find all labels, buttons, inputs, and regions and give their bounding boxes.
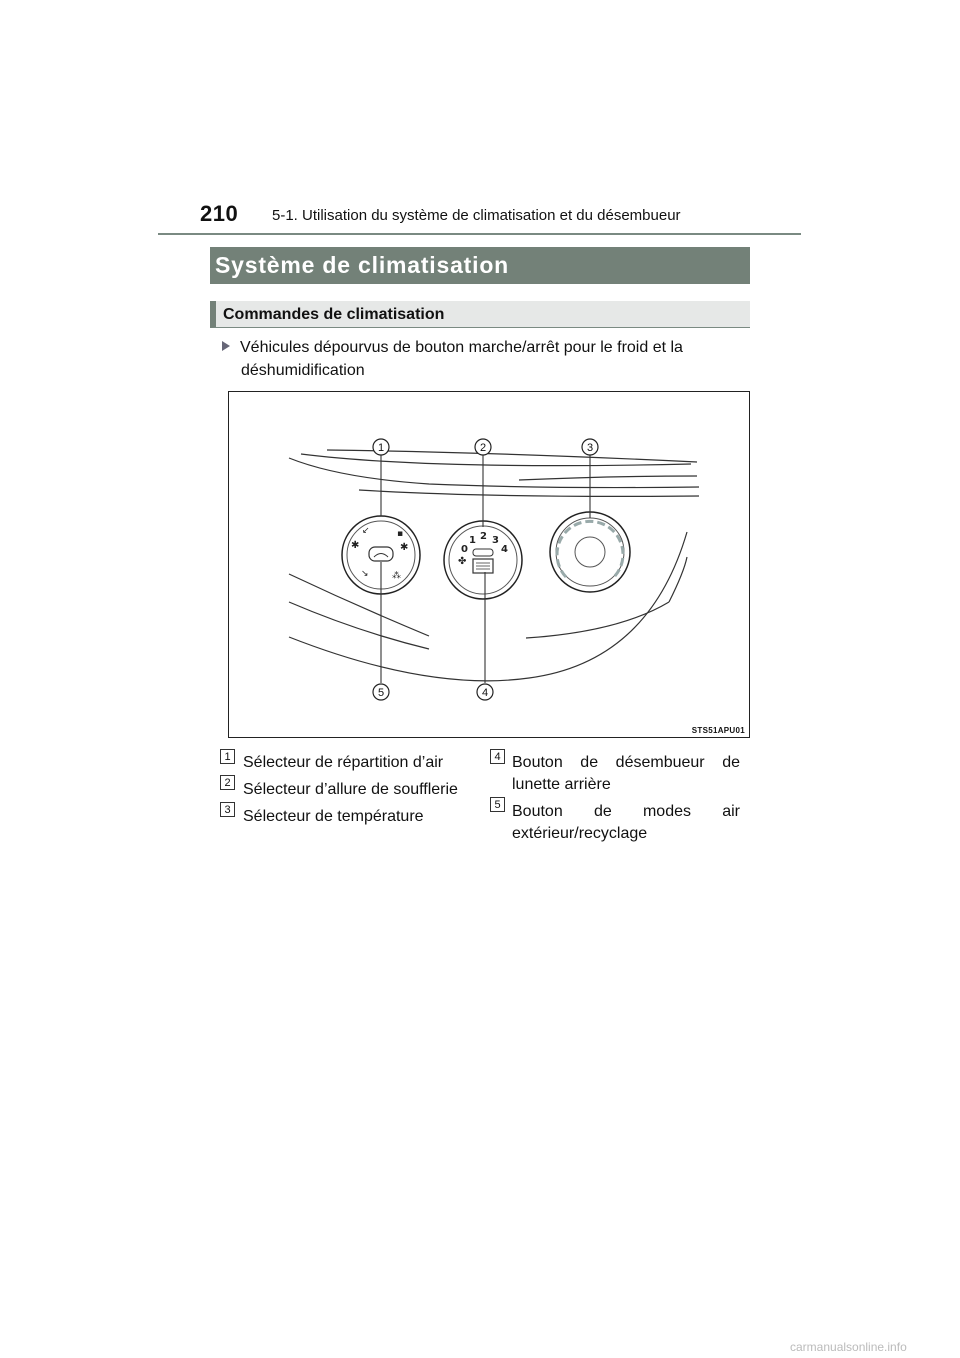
callout-5: 5: [377, 687, 385, 699]
dash-line-2: [301, 454, 691, 466]
fan-speed-knob[interactable]: [444, 521, 522, 599]
legend-number-3: 3: [220, 802, 235, 817]
legend-number-5: 5: [490, 797, 505, 812]
legend-item-4-line-1: Bouton de désembueur de: [512, 754, 740, 771]
dash-line-5: [359, 490, 699, 496]
fan-scale-2: 2: [480, 531, 487, 542]
callout-1: 1: [377, 442, 385, 454]
header-divider: [158, 233, 801, 235]
svg-text:↙: ↙: [362, 526, 370, 536]
legend-number-4: 4: [490, 749, 505, 764]
legend-number-2: 2: [220, 775, 235, 790]
callout-2: 2: [479, 442, 487, 454]
svg-text:✱: ✱: [400, 542, 409, 553]
dash-line-9: [526, 602, 669, 638]
fan-scale-4: 4: [501, 544, 508, 555]
svg-text:⁂: ⁂: [392, 571, 401, 581]
dash-line-10: [669, 557, 687, 602]
svg-text:▪: ▪: [397, 529, 404, 539]
svg-text:✱: ✱: [351, 540, 360, 551]
climate-control-figure: [228, 391, 750, 738]
legend-item-5-line-2: extérieur/recyclage: [512, 825, 648, 842]
dash-line-4: [519, 476, 697, 480]
fan-icon: ✤: [458, 556, 467, 567]
callout-4: 4: [481, 687, 489, 699]
bullet-triangle-icon: [222, 341, 230, 351]
legend-number-1: 1: [220, 749, 235, 764]
callout-3: 3: [586, 442, 594, 454]
legend-item-3: Sélecteur de température: [243, 808, 424, 825]
footer-watermark: carmanualsonline.info: [790, 1340, 907, 1354]
fan-scale-3: 3: [492, 535, 499, 546]
legend-item-4-line-2: lunette arrière: [512, 776, 611, 793]
legend-item-2: Sélecteur d’allure de soufflerie: [243, 781, 458, 798]
figure-illustration: [229, 392, 751, 739]
legend-item-5-line-1: Bouton de modes air: [512, 803, 740, 820]
legend-item-1: Sélecteur de répartition d’air: [243, 754, 444, 771]
bullet-line-1: Véhicules dépourvus de bouton marche/arrêt pour le froid et la: [240, 339, 683, 356]
section-title: Système de climatisation: [210, 247, 750, 284]
svg-text:↘: ↘: [361, 569, 369, 579]
bullet-item: [222, 336, 750, 382]
subsection-title: Commandes de climatisation: [210, 301, 750, 328]
bullet-line-2: déshumidification: [241, 362, 365, 379]
temperature-knob[interactable]: [550, 512, 630, 592]
dash-line-7: [289, 602, 429, 649]
figure-code: STS51APU01: [691, 726, 745, 735]
fan-scale-0: 0: [461, 544, 468, 555]
breadcrumb: 5-1. Utilisation du système de climatisation et du désembueur: [272, 207, 681, 224]
dash-line-1: [289, 458, 699, 488]
page-number: 210: [200, 201, 239, 226]
fan-scale-1: 1: [469, 535, 476, 546]
